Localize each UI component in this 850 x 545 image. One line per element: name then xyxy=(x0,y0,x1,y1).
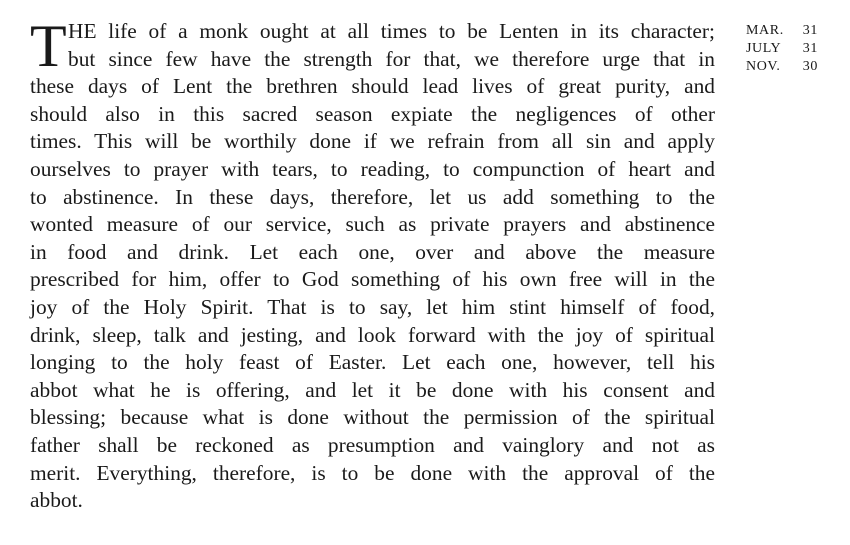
text-line: drink, sleep, talk and jesting, and look forward with the joy of spiritual xyxy=(30,322,715,347)
text-line: HE life of a monk ought at all times to be Lenten in its character; xyxy=(68,19,715,43)
date-entry xyxy=(746,40,818,58)
text-line: abbot what he is offering, and let it be done with his consent and xyxy=(30,377,715,402)
text-line: times. This will be worthily done if we refrain from all sin and apply xyxy=(30,129,715,154)
date-entry xyxy=(746,58,818,76)
text-line: wonted measure of our service, such as private prayers and abstinence xyxy=(30,212,715,237)
date-entry xyxy=(746,22,818,40)
date-day: 31 xyxy=(802,41,818,56)
text-line: but since few have the strength for that, we therefore urge that in xyxy=(68,46,715,71)
text-line: father shall be reckoned as presumption and vainglory and not as xyxy=(30,432,715,457)
date-month: NOV. xyxy=(746,59,781,74)
date-month: JULY xyxy=(746,41,782,56)
text-line: should also in this sacred season expiate the negligences of other xyxy=(30,101,715,126)
text-line: to abstinence. In these days, therefore, let us add something to the xyxy=(30,184,715,209)
date-month: MAR. xyxy=(746,23,784,38)
text-line: in food and drink. Let each one, over and above the measure xyxy=(30,239,715,264)
text-line: these days of Lent the brethren should lead lives of great purity, and xyxy=(30,74,715,99)
margin-dates xyxy=(746,22,818,76)
text-line: ourselves to prayer with tears, to reading, to compunction of heart and xyxy=(30,156,715,181)
text-line: longing to the holy feast of Easter. Let each one, however, tell his xyxy=(30,350,715,375)
text-line: prescribed for him, offer to God something of his own free will in the xyxy=(30,267,715,292)
body-paragraph xyxy=(30,13,715,515)
text-line: merit. Everything, therefore, is to be done with the approval of the xyxy=(30,460,715,485)
date-day: 31 xyxy=(802,23,818,38)
text-line: abbot. xyxy=(30,488,83,513)
drop-cap: T xyxy=(30,13,67,79)
text-line: joy of the Holy Spirit. That is to say, let him stint himself of food, xyxy=(30,294,715,319)
date-day: 30 xyxy=(802,59,818,74)
text-line: blessing; because what is done without the permission of the spiritual xyxy=(30,405,715,430)
